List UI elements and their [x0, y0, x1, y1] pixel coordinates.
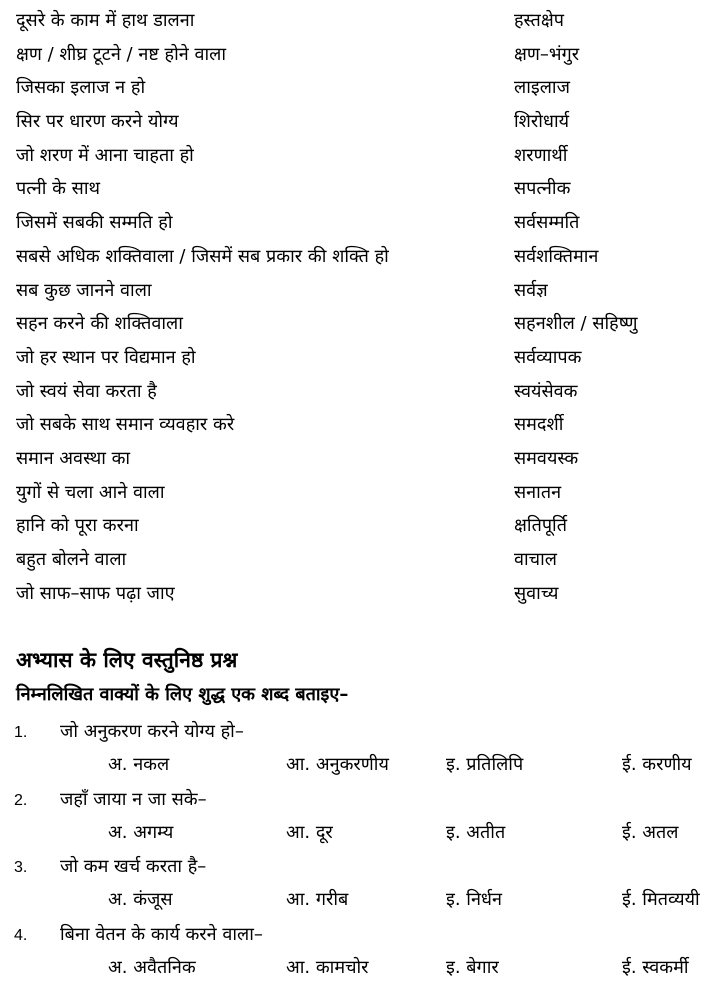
option-ii: ई. करणीय	[622, 754, 692, 775]
word-pair-row	[16, 410, 706, 444]
phrase-text: सब कुछ जानने वाला	[16, 279, 152, 301]
word-pair-row	[16, 276, 706, 310]
option-row	[0, 750, 720, 780]
substitute-word: समवयस्क	[514, 447, 579, 469]
section-heading: अभ्यास के लिए वस्तुनिष्ठ प्रश्न	[16, 648, 238, 672]
word-pair-row	[16, 141, 706, 175]
word-pair-row	[16, 73, 706, 107]
phrase-text: सिर पर धारण करने योग्य	[16, 111, 179, 133]
option-i: इ. निर्धन	[446, 889, 502, 910]
option-i: इ. प्रतिलिपि	[446, 754, 524, 775]
option-i: इ. बेगार	[446, 956, 499, 978]
question-number: 3.	[14, 859, 28, 876]
word-pair-row	[16, 377, 706, 411]
phrase-text: पत्नी के साथ	[16, 178, 101, 200]
word-pair-row	[16, 174, 706, 208]
one-word-substitution-list	[16, 6, 706, 612]
substitute-word: वाचाल	[514, 549, 557, 570]
substitute-word: सपत्नीक	[514, 178, 571, 200]
phrase-text: जो हर स्थान पर विद्यमान हो	[16, 346, 196, 368]
question-text: बिना वेतन के कार्य करने वाला–	[60, 923, 263, 945]
phrase-text: जो शरण में आना चाहता हो	[16, 144, 194, 166]
question-number: 1.	[14, 724, 28, 741]
phrase-text: युगों से चला आने वाला	[16, 481, 165, 503]
substitute-word: स्वयंसेवक	[514, 380, 578, 402]
option-aa: आ. दूर	[286, 821, 333, 843]
substitute-word: क्षण–भंगुर	[514, 43, 580, 65]
option-ii: ई. अतल	[622, 821, 679, 843]
phrase-text: दूसरे के काम में हाथ डालना	[16, 10, 195, 31]
substitute-word: हस्तक्षेप	[514, 10, 564, 31]
option-row	[0, 818, 720, 848]
option-ii: ई. मितव्ययी	[622, 889, 700, 910]
phrase-text: जो साफ–साफ पढ़ा जाए	[16, 582, 175, 604]
option-row	[0, 953, 720, 983]
question-number: 4.	[14, 926, 28, 944]
substitute-word: सुवाच्य	[514, 582, 559, 604]
word-pair-row	[16, 309, 706, 343]
substitute-word: समदर्शी	[514, 414, 564, 436]
substitute-word: सर्वशक्तिमान	[514, 245, 599, 267]
option-aa: आ. गरीब	[286, 889, 349, 910]
substitute-word: सर्वसम्मति	[514, 212, 580, 234]
substitute-word: सहनशील / सहिष्णु	[514, 313, 638, 335]
phrase-text: समान अवस्था का	[16, 447, 131, 469]
word-pair-row	[16, 40, 706, 74]
option-i: इ. अतीत	[446, 821, 506, 843]
question-text: जो अनुकरण करने योग्य हो–	[60, 721, 244, 742]
substitute-word: शरणार्थी	[514, 144, 568, 166]
phrase-text: जिसका इलाज न हो	[16, 77, 146, 99]
question-list	[0, 718, 720, 988]
substitute-word: शिरोधार्य	[514, 111, 570, 133]
option-a: अ. कंजूस	[108, 889, 173, 910]
word-pair-row	[16, 511, 706, 545]
option-row	[0, 885, 720, 915]
phrase-text: सहन करने की शक्तिवाला	[16, 313, 183, 335]
substitute-word: लाइलाज	[514, 77, 570, 99]
option-a: अ. नकल	[108, 754, 170, 775]
substitute-word: सर्वव्यापक	[514, 346, 582, 368]
phrase-text: जो सबके साथ समान व्यवहार करे	[16, 414, 235, 436]
phrase-text: बहुत बोलने वाला	[16, 549, 127, 570]
question-text: जो कम खर्च करता है–	[60, 856, 207, 877]
option-aa: आ. अनुकरणीय	[286, 754, 389, 775]
phrase-text: जिसमें सबकी सम्मति हो	[16, 212, 173, 234]
phrase-text: सबसे अधिक शक्तिवाला / जिसमें सब प्रकार की शक्ति हो	[16, 245, 389, 267]
option-a: अ. अवैतनिक	[108, 956, 196, 978]
substitute-word: क्षतिपूर्ति	[514, 515, 567, 537]
substitute-word: सनातन	[514, 481, 562, 503]
option-ii: ई. स्वकर्मी	[622, 956, 689, 978]
question-text: जहाँ जाया न जा सके–	[60, 788, 207, 810]
substitute-word: सर्वज्ञ	[514, 279, 548, 301]
word-pair-row	[16, 208, 706, 242]
question-item	[0, 921, 720, 989]
word-pair-row	[16, 343, 706, 377]
phrase-text: जो स्वयं सेवा करता है	[16, 380, 157, 402]
word-pair-row	[16, 242, 706, 276]
word-pair-row	[16, 579, 706, 613]
question-number: 2.	[14, 791, 28, 809]
option-a: अ. अगम्य	[108, 821, 174, 843]
word-pair-row	[16, 6, 706, 40]
word-pair-row	[16, 545, 706, 579]
phrase-text: क्षण / शीघ्र टूटने / नष्ट होने वाला	[16, 43, 227, 65]
word-pair-row	[16, 478, 706, 512]
question-item	[0, 853, 720, 921]
instruction-text: निम्नलिखित वाक्यों के लिए शुद्ध एक शब्द बताइए–	[16, 684, 349, 705]
question-item	[0, 718, 720, 786]
word-pair-row	[16, 444, 706, 478]
phrase-text: हानि को पूरा करना	[16, 515, 139, 537]
question-item	[0, 786, 720, 854]
option-aa: आ. कामचोर	[286, 956, 369, 978]
word-pair-row	[16, 107, 706, 141]
